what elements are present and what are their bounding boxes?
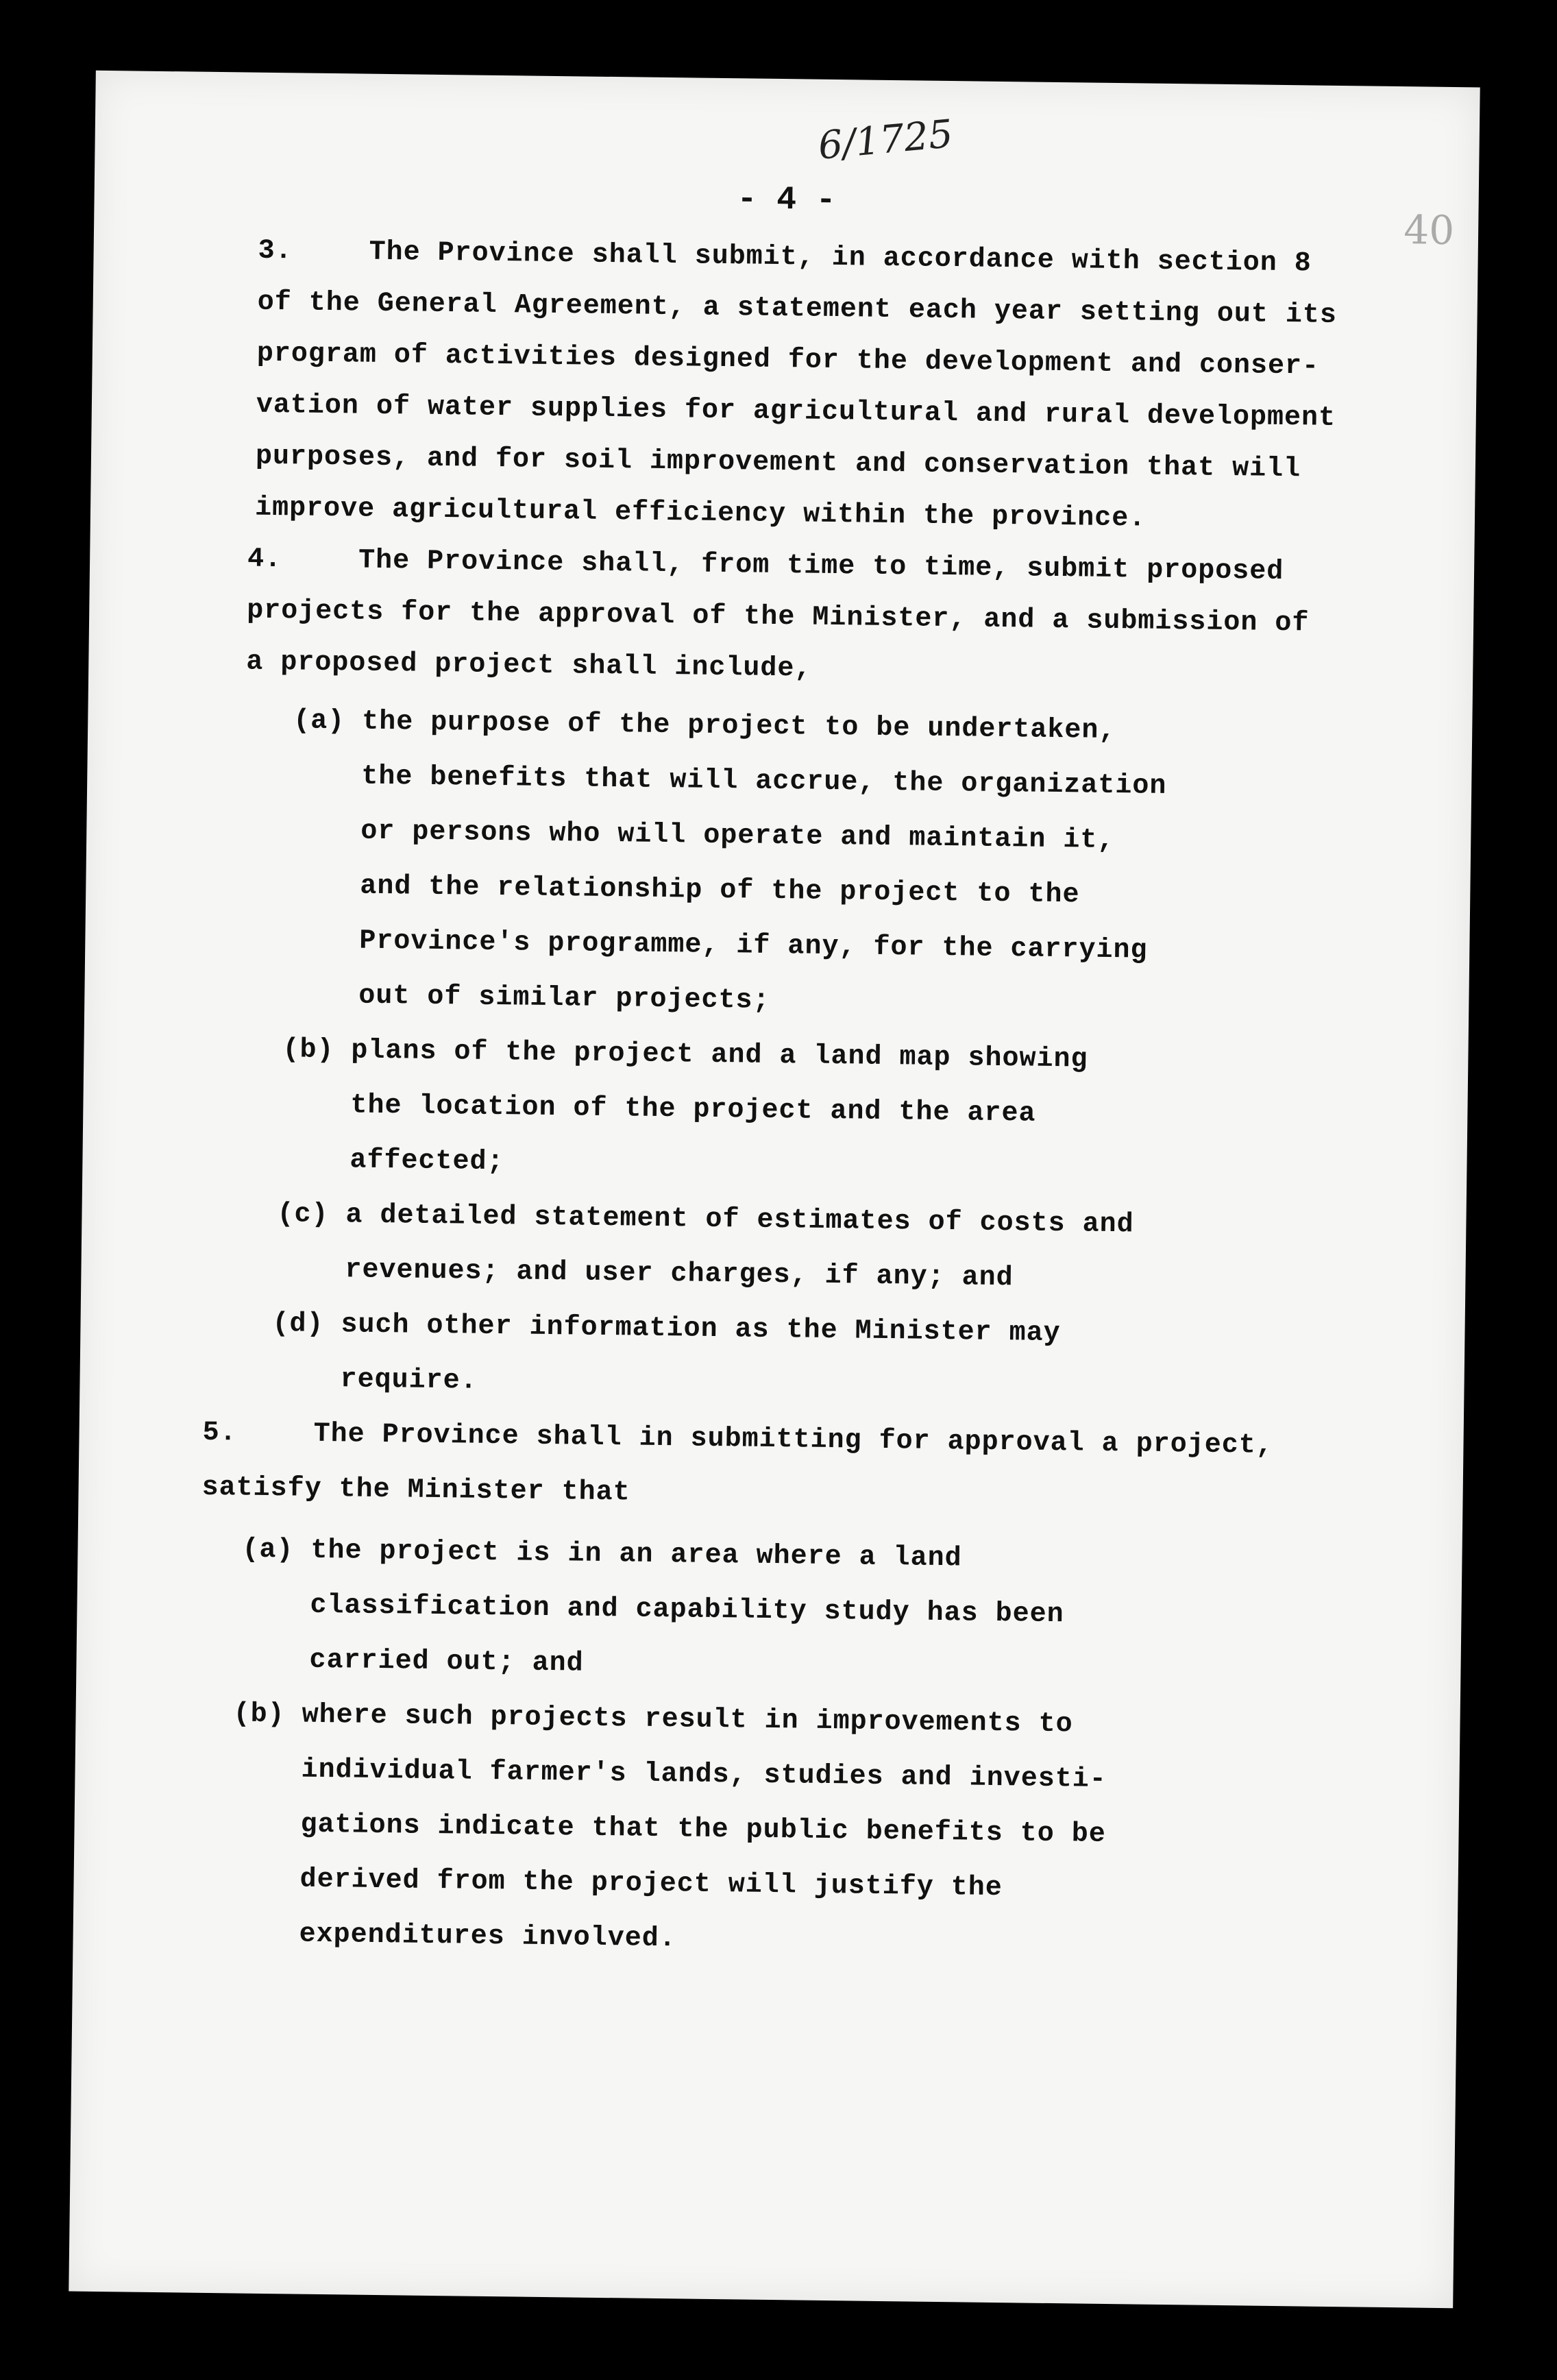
section-3-line: vation of water supplies for agricultural and rural development [256,389,1336,434]
list-item-line: Province's programme, if any, for the carrying [359,925,1148,967]
page-number: - 4 - [737,181,836,219]
section-4-line: a proposed project shall include, [246,646,812,685]
section-number: 5. [202,1417,237,1449]
stamp-number: 40 [1403,206,1455,254]
section-3-line: of the General Agreement, a statement each year setting out its [257,287,1338,331]
list-item: (d) such other information as the Minister may [272,1309,1061,1350]
list-item-line: expenditures involved. [299,1919,676,1955]
document-page [69,71,1480,2308]
list-item: (c) a detailed statement of estimates of costs and [277,1199,1134,1241]
list-item-line: revenues; and user charges, if any; and [345,1254,1014,1294]
section-5-line: satisfy the Minister that [201,1472,630,1509]
section-5-line: 5. The Province shall in submitting for approval a project, [202,1417,1273,1461]
section-4-line: 4. The Province shall, from time to time, submit proposed [247,544,1284,588]
list-item-line: or persons who will operate and maintain it, [360,816,1115,857]
list-item-line: gations indicate that the public benefits to be [300,1809,1106,1850]
section-3-line: purposes, and for soil improvement and conservation that will [255,441,1301,485]
list-item-line: derived from the project will justify the [299,1864,1003,1904]
handwritten-reference: 6/1725 [816,111,955,169]
list-item: (b) where such projects result in improvements to [233,1699,1073,1740]
item-label: (a) [293,705,345,738]
list-item: (b) plans of the project and a land map showing [282,1034,1088,1076]
section-3-line: program of activities designed for the development and conser- [256,338,1320,382]
list-item-line: the benefits that will accrue, the organization [361,761,1167,802]
section-3-line: 3. The Province shall submit, in accordance with section 8 [258,235,1312,280]
item-label: (b) [233,1699,285,1731]
section-number: 3. [258,235,293,267]
list-item: (a) the project is in an area where a land [242,1534,962,1575]
list-item-line: and the relationship of the project to the [360,871,1080,911]
section-4-line: projects for the approval of the Minister, and a submission of [246,595,1310,640]
list-item-line: individual farmer's lands, studies and investi- [301,1754,1107,1795]
item-label: (b) [282,1034,334,1067]
section-3-line: improve agricultural efficiency within the province. [254,492,1147,535]
list-item-line: classification and capability study has been [310,1590,1064,1631]
list-item-line: affected; [350,1145,504,1178]
list-item-line: carried out; and [309,1644,584,1679]
list-item-line: out of similar projects; [358,980,770,1017]
item-label: (a) [242,1534,294,1566]
section-number: 4. [247,544,282,576]
list-item-line: the location of the project and the area [350,1090,1036,1130]
list-item-line: require. [340,1364,478,1397]
item-label: (d) [272,1309,324,1340]
list-item: (a) the purpose of the project to be undertaken, [293,705,1116,747]
item-label: (c) [277,1199,329,1231]
